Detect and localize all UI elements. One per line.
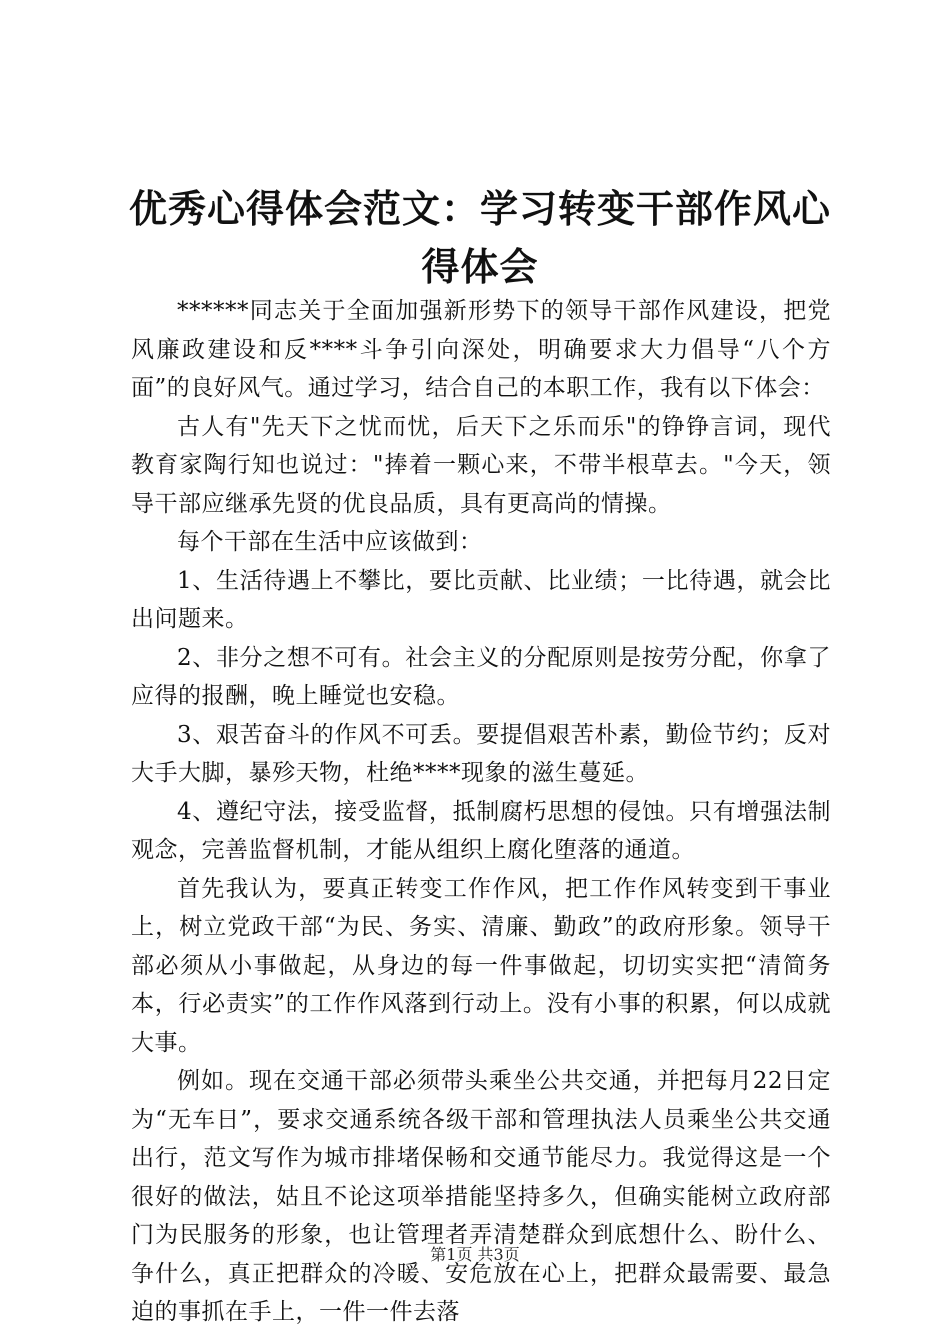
document-title: 优秀心得体会范文：学习转变干部作风心得体会 — [128, 187, 831, 289]
list-item: 4、遵纪守法，接受监督，抵制腐朽思想的侵蚀。只有增强法制观念，完善监督机制，才能从组织上腐化堕落的通道。 — [131, 798, 831, 863]
page-number-footer: 第1页 共3页 — [430, 1245, 520, 1264]
paragraph: 首先我认为，要真正转变工作作风，把工作作风转变到干事业上，树立党政干部“为民、务实、清廉、勤政”的政府形象。领导干部必须从小事做起，从身边的每一件事做起，切切实实把“清简务本，行必责实”的工作作风落到行动上。没有小事的积累，何以成就大事。 — [131, 875, 831, 1056]
paragraph: 每个干部在生活中应该做到： — [177, 529, 483, 555]
list-item: 1、生活待遇上不攀比，要比贡献、比业绩；一比待遇，就会比出问题来。 — [131, 567, 831, 632]
paragraph: 古人有"先天下之忧而忧，后天下之乐而乐"的铮铮言词，现代教育家陶行知也说过："捧着一颗心来，不带半根草去。"今天，领导干部应继承先贤的优良品质，具有更高尚的情操。 — [131, 413, 831, 517]
document-body — [131, 292, 831, 1332]
list-item: 3、艰苦奋斗的作风不可丢。要提倡艰苦朴素，勤俭节约；反对大手大脚，暴殄天物，杜绝****现象的滋生蔓延。 — [131, 721, 831, 786]
paragraph: ******同志关于全面加强新形势下的领导干部作风建设，把党风廉政建设和反****斗争引向深处，明确要求大力倡导“八个方面”的良好风气。通过学习，结合自己的本职工作，我有以下体会： — [131, 298, 831, 401]
list-item: 2、非分之想不可有。社会主义的分配原则是按劳分配，你拿了应得的报酬，晚上睡觉也安稳。 — [131, 644, 831, 709]
paragraph: 例如。现在交通干部必须带头乘坐公共交通，并把每月22日定为“无车日”，要求交通系统各级干部和管理执法人员乘坐公共交通出行，范文写作为城市排堵保畅和交通节能尽力。我觉得这是一个很好的做法，姑且不论这项举措能坚持多久，但确实能树立政府部门为民服务的形象，也让管理者弄清楚群众到底想什么、盼什么、争什么，真正把群众的冷暖、安危放在心上，把群众最需要、最急迫的事抓在手上，一件一件去落 — [131, 1068, 831, 1325]
